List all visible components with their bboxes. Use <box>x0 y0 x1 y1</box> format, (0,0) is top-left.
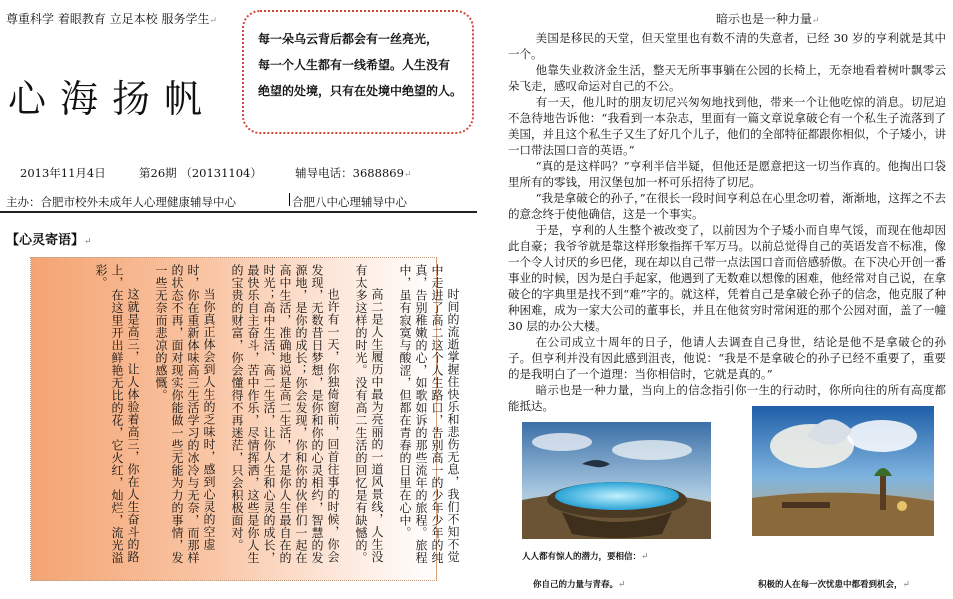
school-motto: 尊重科学 着眼教育 立足本校 服务学生↵ <box>6 12 217 26</box>
panel-paragraph: 高二是人生履历中最为亮丽的一道风景线，人生没有太多这样的时光。没有高二生活的回忆是有缺憾的。 <box>354 264 384 564</box>
heart-message-panel <box>30 257 460 581</box>
article-paragraph: 于是，亨利的人生整个被改变了，以前因为个子矮小而自卑气馁，而现在他却因此自豪；我爷爷就是靠这样形象指挥千军万马。以前总觉得自己的英语发音不标准，像一个令人讨厌的乡巴佬，现在却以自己带一点法国口音而倍感骄傲。在下决心开创一番事业的时候，因为是白手起家，他遇到了无数难以想像的困难，他经常对自己说，在拿破仑的字典里是找不到“难”字的。就这样，凭着自己是拿破仑孙子的信念，他克服了种种困难，成为一家大公司的董事长，并且在他贫穷时常闲逛的那个公园对面，盖了一幢 30 层的办公大楼。 <box>508 223 946 333</box>
surreal-island-image <box>522 422 711 539</box>
panel-text <box>61 264 461 568</box>
organizer-primary: 主办：合肥市校外未成年人心理健康辅导中心 <box>6 195 236 209</box>
header-rule <box>0 211 477 213</box>
article-paragraph: 他靠失业救济金生活，整天无所事事躺在公园的长椅上，无奈地看着树叶飘零云朵飞走，感叹命运对自己的不公。 <box>508 63 946 93</box>
article-paragraph: 美国是移民的天堂，但天堂里也有数不清的失意者，已经 30 岁的亨利就是其中一个。 <box>508 31 946 61</box>
surreal-sky-image <box>752 406 934 536</box>
panel-paragraph: 时间的流逝掌握住快乐和悲伤无息，我们不知不觉中走进了高二这个人生路口，告别高一的少年少年的纯真，告别稚嫩的心，如歌如诉的那些流年的旅程。旅程中，虽有寂寞与酸涩，但都在青春的日里在心中。 <box>398 264 460 564</box>
article-paragraph: “我是拿破仑的孙子，”在很长一段时间亨利总在心里念叨着，渐渐地，这挥之不去的意念终于使他确信，这是一个事实。 <box>508 191 946 221</box>
image-caption: 人人都有惊人的潜力，要相信：↵ <box>522 552 649 562</box>
image-caption: 你自己的力量与青春。↵ <box>533 580 626 590</box>
issue-date: 2013年11月4日 <box>20 166 106 180</box>
masthead-title: 心海扬帆 <box>8 77 217 121</box>
quote-line: 每一个人生都有一线希望。人生没有 <box>258 58 451 72</box>
section-heading: 【心灵寄语】↵ <box>6 233 92 248</box>
organizer-divider <box>289 193 290 206</box>
image-caption: 积极的人在每一次忧患中都看到机会，↵ <box>758 580 911 590</box>
hotline: 辅导电话：3688869 <box>295 166 404 180</box>
issue-number: 第26期 （20131104） <box>139 166 262 180</box>
panel-paragraph: 这就是高三，让人体验着高三，你在人生奋斗的路上，在这里开出鲜艳无比的花，它火红，灿烂，流光溢彩。 <box>94 264 140 564</box>
quote-box <box>242 10 474 134</box>
panel-paragraph: 当你真正体会到人生的乏味时，感到心灵的空虚时，你在重新体味高三生活学习的冰冷与无奈，而那样的状态不再，面对现实你能做一些无能为力的事情，发一些无奈而悲凉的感慨。 <box>154 264 216 564</box>
quote-line: 每一朵乌云背后都会有一丝亮光， <box>258 32 439 46</box>
article-title: 暗示也是一种力量↵ <box>716 12 820 26</box>
quote-line: 绝望的处境，只有在处境中绝望的人。 <box>258 84 463 98</box>
article-paragraph: 暗示也是一种力量，当向上的信念指引你一生的行动时，你所向往的所有高度都能抵达。 <box>508 383 946 413</box>
article-paragraph: “真的是这样吗？”亨利半信半疑，但他还是愿意把这一切当作真的。他掏出口袋里所有的零钱，用汉堡包加一杯可乐招待了切尼。 <box>508 159 946 189</box>
article-paragraph: 在公司成立十周年的日子，他请人去调查自己身世，结论是他不是拿破仑的孙子。但亨利并没有因此感到沮丧，他说：“我是不是拿破仑的孙子已经不重要了，重要的是我明白了一个道理：当你相信时，它就是真的。” <box>508 335 946 381</box>
organizer-secondary: 合肥八中心理辅导中心 <box>292 195 407 209</box>
panel-paragraph: 也许有一天，你独倚窗前，回首往事的时候，你会发现，无数昔日梦想，是你和你的心灵相约，智慧的发源地，是你的成长；你会发现，你和你的伙伴们一起在高中生活，准确地说是高二生活，才是你人生最自在的时光；高中生活、高二生活，让你人生和心灵的成长，最快乐自主奋斗，苦中作乐，尽情挥洒，这些是你人生的宝贵的财富，你会懂得不再迷茫，只会积极面对。 <box>230 264 340 564</box>
article-paragraph: 有一天，他儿时的朋友切尼兴匆匆地找到他，带来一个让他吃惊的消息。切尼迫不急待地告诉他：“我看到一本杂志，里面有一篇文章说拿破仑有一个私生子流落到了美国，并且这个私生子又生了好几个儿子，他们的全部特征都跟你相似，个子矮小，讲一口带法国口音的英语。” <box>508 95 946 157</box>
issue-info-row: 2013年11月4日 第26期 （20131104） 辅导电话：3688869↵ <box>20 166 412 180</box>
article-body <box>508 30 946 414</box>
organizer-row <box>6 194 236 210</box>
